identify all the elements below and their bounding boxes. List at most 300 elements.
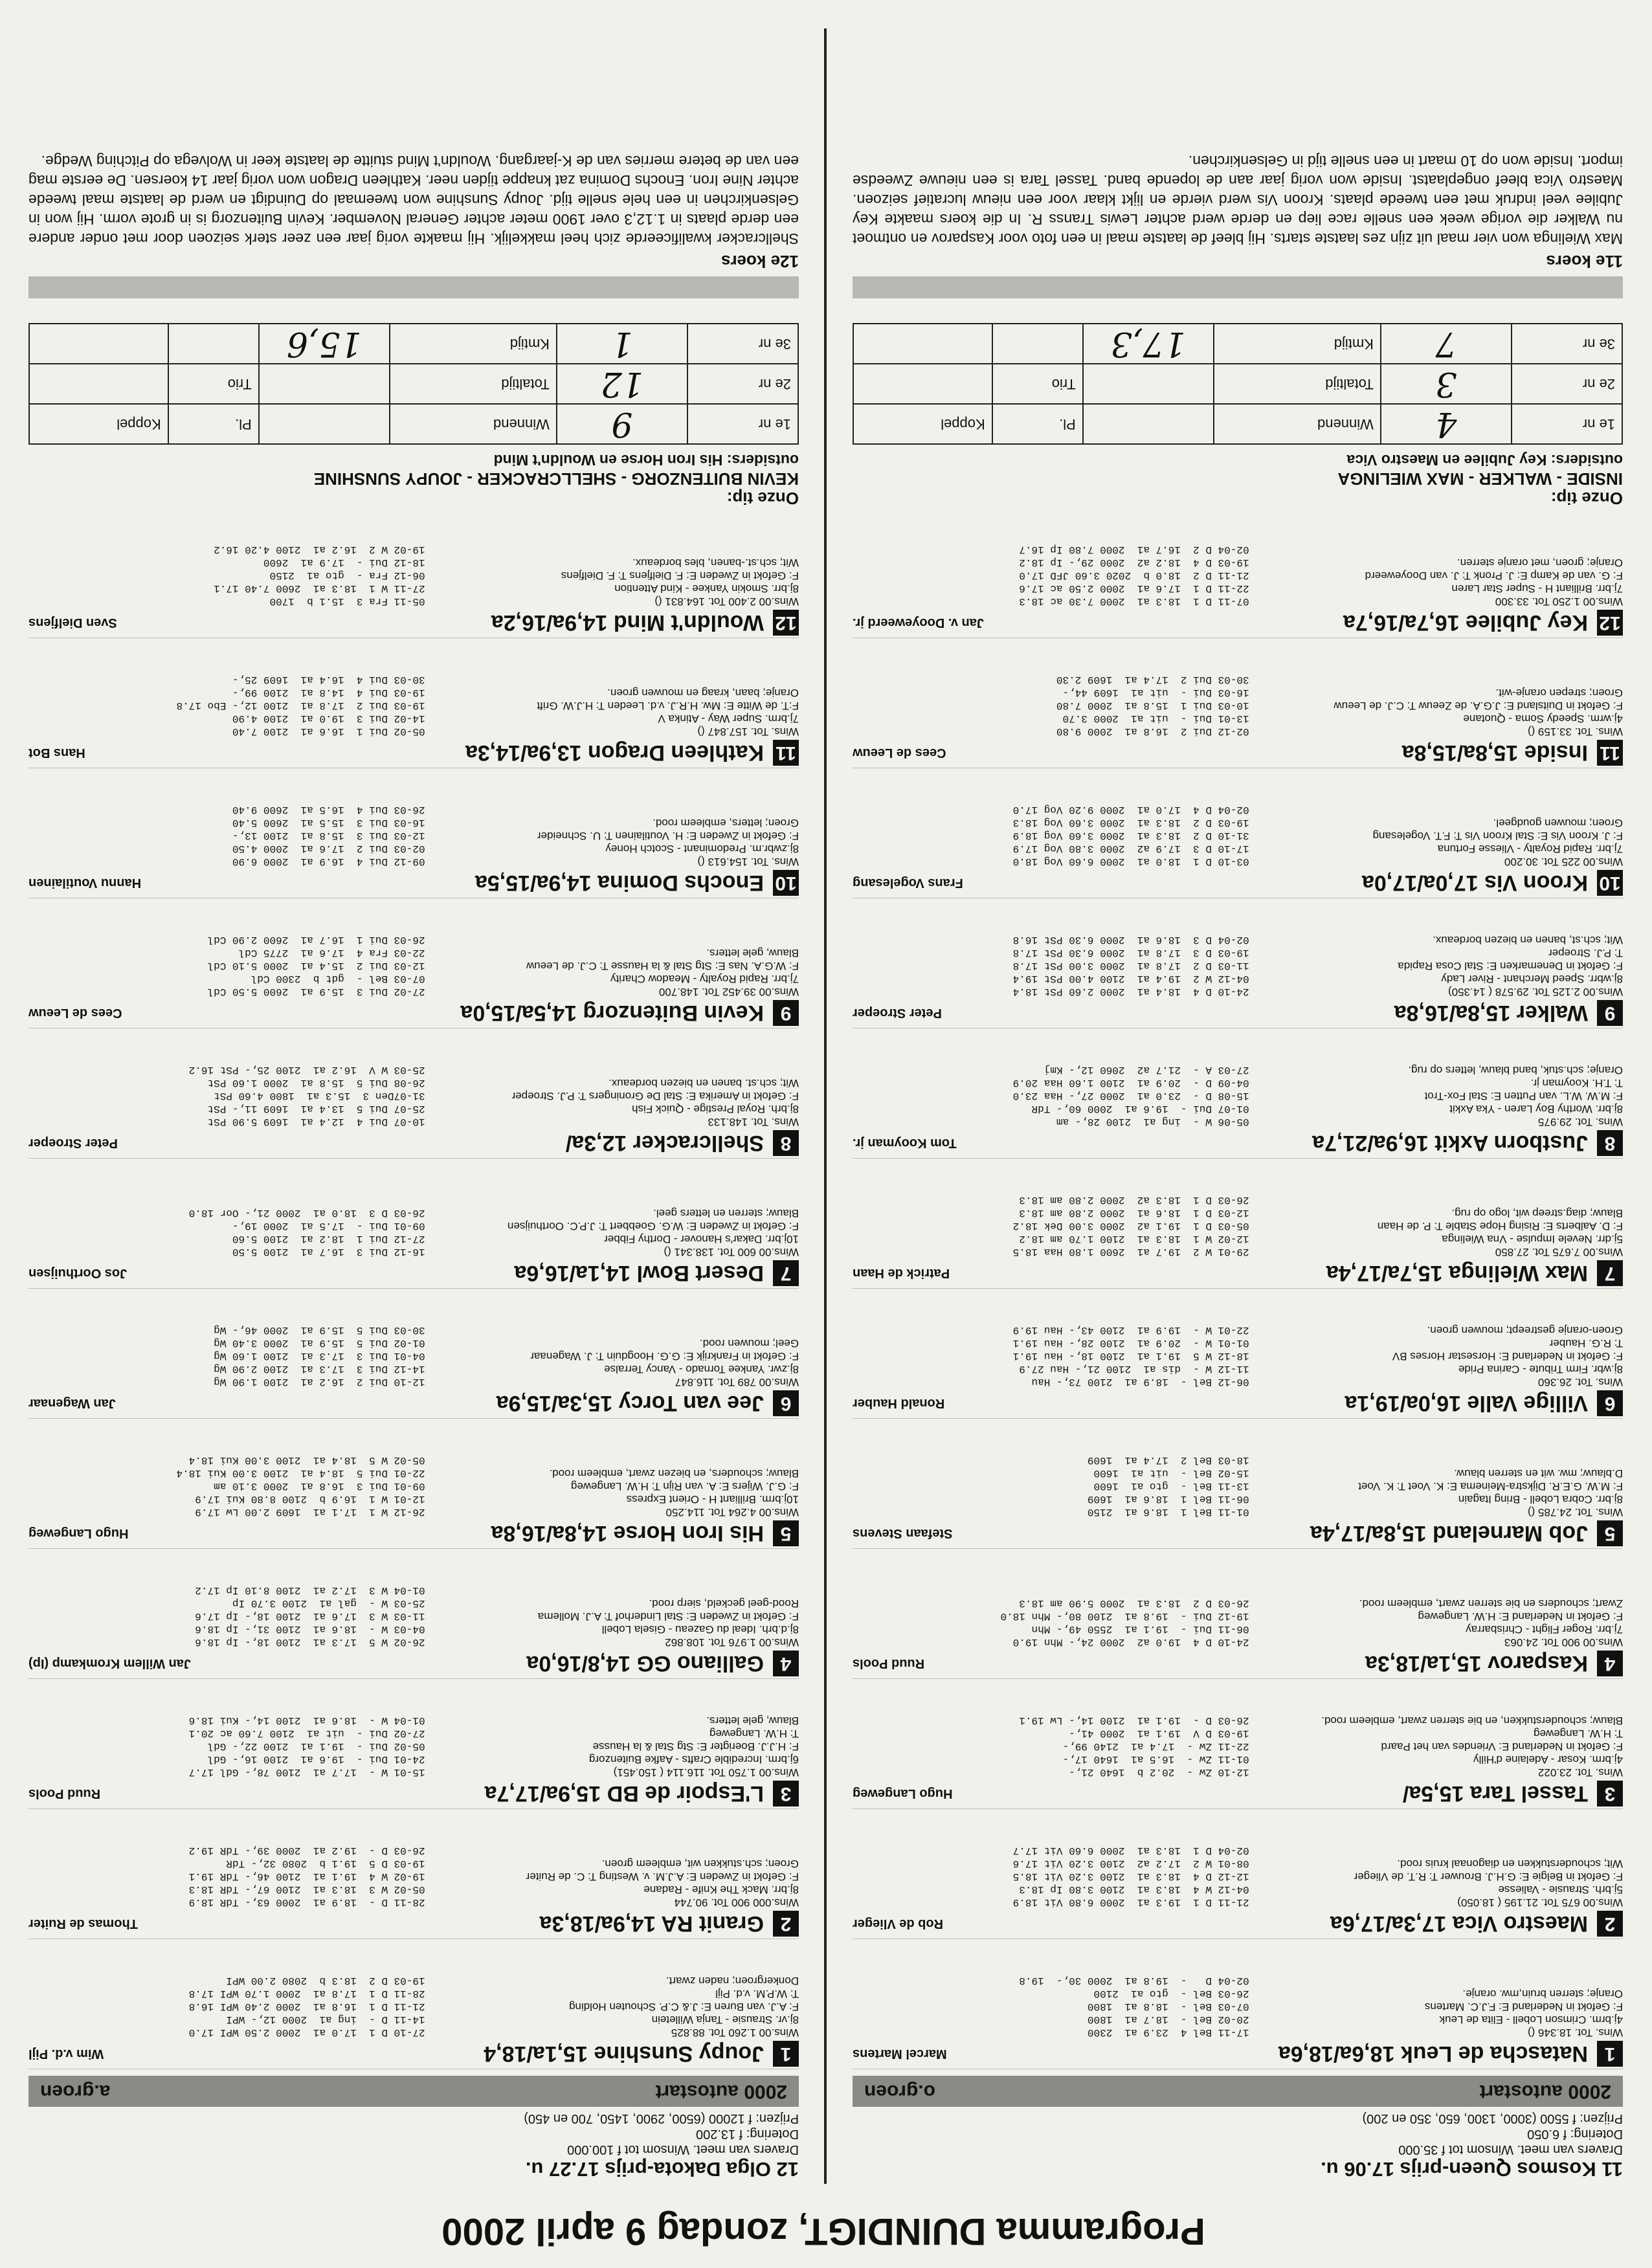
horse-info-line: 7j.brm. Super Way - Atinka V bbox=[658, 713, 799, 725]
horse-name: Maestro Vica 17,3a/17,6a bbox=[1330, 1911, 1588, 1937]
horse-entry bbox=[28, 1555, 799, 1679]
horse-info-line: Wins. Tot. 148.133 bbox=[708, 1116, 799, 1128]
horse-entry bbox=[853, 645, 1623, 768]
horse-trainer: Cees de Leeuw bbox=[28, 1006, 122, 1021]
horse-form-line: 17-10 D 3 17.9 a2 2000 3.80 Vog 17.9 bbox=[1012, 843, 1249, 854]
horse-info-line: Wins.00 1.976 Tot. 108.862 bbox=[665, 1636, 799, 1649]
score-label: Koppel bbox=[29, 404, 168, 444]
horse-number: 6 bbox=[773, 1390, 799, 1416]
race-distance-bar bbox=[853, 2076, 1623, 2107]
horse-body bbox=[853, 1454, 1623, 1518]
tip-horses: INSIDE - WALKER - MAX WIELINGA bbox=[1337, 469, 1623, 489]
horse-form bbox=[28, 803, 425, 868]
horse-form-line: 27-10 D 1 17.0 a1 2000 2.50 WPI 17.0 bbox=[188, 2027, 425, 2038]
horse-header bbox=[853, 1258, 1623, 1288]
horse-info bbox=[1249, 933, 1623, 998]
horse-number: 10 bbox=[773, 870, 799, 896]
horse-trainer: Ruud Pools bbox=[853, 1656, 925, 1671]
horse-info-line: 5j.drr. Nevele Impulse - Vna Wielinga bbox=[1442, 1233, 1623, 1245]
score-label: 2e nr bbox=[1512, 364, 1622, 404]
horse-name: His Iron Horse 14,8a/16,8a bbox=[491, 1521, 764, 1546]
horse-header bbox=[853, 1128, 1623, 1158]
horse-info bbox=[425, 1844, 799, 1909]
score-blank bbox=[29, 364, 168, 404]
horse-info-line: Zwart; schouders en bie sterren zwart, embleem rood. bbox=[1359, 1597, 1623, 1610]
horse-form-line: 04-12 W 4 18.3 a1 2100 3.80 Ip 18.3 bbox=[1019, 1884, 1249, 1895]
horse-trainer: Stefaan Stevens bbox=[853, 1526, 953, 1541]
scoreboard-row bbox=[29, 364, 798, 404]
horse-name: Kevin Buitenzorg 14,5a/15,0a bbox=[460, 1001, 764, 1026]
horse-info-line: Oranje; groen, met oranje sterren. bbox=[1457, 557, 1623, 569]
horse-info-line: 8j.vr. Strausie - Tanja Willetein bbox=[651, 2014, 799, 2026]
horse-info-line: T: R.G. Hauber bbox=[1549, 1337, 1623, 1350]
horse-form-line: 01-04 W 3 17.2 a1 2100 8.10 Ip 17.2 bbox=[195, 1584, 425, 1596]
horse-body bbox=[28, 1584, 799, 1649]
horse-name: Tassel Tara 15,5a/ bbox=[1402, 1781, 1588, 1807]
page-title: Programma DUINDIGT, zondag 9 april 2000 bbox=[441, 2210, 1205, 2252]
race-column-11 bbox=[853, 25, 1623, 2181]
horse-form-line: 26-02 W 5 17.3 a1 2100 18,- Ip 18.6 bbox=[195, 1636, 425, 1648]
horse-form-line: 19-03 Dui 2 17.8 a1 2100 12,- Ebo 17.8 bbox=[176, 700, 425, 711]
horse-form-line: 09-01 Dui 3 16.8 a1 2000 3.10 am bbox=[214, 1480, 425, 1492]
horse-form-line: 06-12 Fra - gto a1 2150 bbox=[269, 570, 425, 581]
horse-info bbox=[1249, 1844, 1623, 1909]
handwritten-second: 3 bbox=[1381, 364, 1512, 404]
horse-body bbox=[853, 803, 1623, 868]
horse-form-line: 26-03 D - 19.1 a1 2100 14,- Lw 19.1 bbox=[1019, 1715, 1249, 1726]
score-blank bbox=[1083, 364, 1214, 404]
score-blank bbox=[259, 404, 390, 444]
horse-name: Shellcracker 12,3a/ bbox=[565, 1131, 764, 1156]
horse-form-line: 21-11 D 1 19.3 a1 2000 6.80 Vit 18.9 bbox=[1012, 1896, 1249, 1908]
horse-info-line: Wins.00 4.264 Tot. 114.250 bbox=[665, 1506, 799, 1518]
horse-info bbox=[425, 1206, 799, 1258]
horse-form-line: 15-08 D - 23.0 a1 2000 27,- Haa 23.0 bbox=[1012, 1090, 1249, 1102]
horse-entry bbox=[28, 1295, 799, 1419]
horse-header bbox=[853, 998, 1623, 1028]
tip-label: Onze tip: bbox=[726, 489, 799, 508]
horse-body bbox=[28, 933, 799, 998]
horse-form bbox=[853, 933, 1249, 998]
horse-info-line: F: Gefokt in Zweden E: Stal Linderhof T: A.J. Mollema bbox=[537, 1610, 799, 1623]
race-condition: Dotering: f 6.050 bbox=[1527, 2127, 1623, 2141]
horse-form-line: 04-09 D - 20.9 a1 2100 1.60 Haa 20.9 bbox=[1012, 1077, 1249, 1089]
horse-info bbox=[425, 1584, 799, 1649]
horse-info-line: Wins. Tot. 154.613 () bbox=[697, 856, 799, 868]
horse-info-line: Wins. Tot. 23.022 bbox=[1537, 1766, 1623, 1779]
horse-form-line: 30-03 Dui 4 16.4 a1 1609 25,- bbox=[232, 674, 425, 685]
horse-form bbox=[28, 1206, 425, 1258]
horse-form-line: 16-12 Dui 3 16.7 a1 2100 5.50 bbox=[232, 1246, 425, 1258]
horse-number: 2 bbox=[1597, 1911, 1623, 1937]
horse-entry bbox=[853, 1165, 1623, 1289]
horse-number: 4 bbox=[773, 1651, 799, 1676]
horse-info-line: Wins.00 1.750 Tot. 116.114 ( 150.451) bbox=[613, 1766, 799, 1779]
score-blank bbox=[168, 324, 259, 364]
horse-trainer: Marcel Martens bbox=[853, 2047, 947, 2062]
score-label: 1e nr bbox=[1512, 404, 1622, 444]
score-blank bbox=[1083, 404, 1214, 444]
horse-info-line: Blauw; schouders, en biezen zwart, embleem rood. bbox=[549, 1467, 799, 1480]
horse-name: Desert Bowl 14,1a/16,6a bbox=[514, 1261, 764, 1286]
horse-info-line: 7j.brr. Roger Flight - Chrisbarray bbox=[1466, 1623, 1623, 1636]
horse-info-line: Wit; sch.st.-banen, bles bordeaux. bbox=[632, 557, 799, 569]
horse-body bbox=[28, 803, 799, 868]
horse-form-line: 24-10 D 4 19.0 a2 2000 24,- Mhn 19.0 bbox=[1012, 1636, 1249, 1648]
horse-body bbox=[853, 1597, 1623, 1649]
horse-info-line: Wins.00 1.260 Tot. 88.825 bbox=[671, 2027, 799, 2039]
horse-header bbox=[853, 608, 1623, 638]
horse-form-line: 16-03 Dui 3 15.5 a1 2600 5.40 bbox=[232, 817, 425, 828]
horse-number: 5 bbox=[773, 1520, 799, 1546]
horse-form-line: 26-03 D - 19.2 a1 2000 39,- TdR 19.2 bbox=[188, 1845, 425, 1856]
horse-body bbox=[28, 1324, 799, 1388]
horse-entry bbox=[853, 1946, 1623, 2069]
horse-info-line: Wins.00 2.125 Tot. 29.578 ( 14.350) bbox=[1448, 986, 1623, 998]
score-blank bbox=[853, 364, 992, 404]
horse-info bbox=[425, 1454, 799, 1518]
horse-form bbox=[28, 1584, 425, 1649]
horse-form-line: 22-11 D 1 17.6 a1 2000 2.50 ac 17.6 bbox=[1019, 583, 1249, 594]
handwritten-first: 9 bbox=[557, 404, 687, 444]
horse-name: Granit RA 14,9a/18,3a bbox=[539, 1911, 764, 1937]
horse-form bbox=[28, 1714, 425, 1779]
horse-trainer: Rob de Vlieger bbox=[853, 1917, 944, 1931]
horse-form-line: 26-03 Dui 1 16.7 a1 2600 2.90 Cdl bbox=[207, 934, 425, 946]
horse-form bbox=[28, 1454, 425, 1518]
score-label: Pl. bbox=[992, 404, 1083, 444]
horse-info-line: F: M.W. G.E.R. Dijkstra-Meinema E: K. Voet T: K. Voet bbox=[1358, 1480, 1623, 1493]
horse-info-line: 6j.brm. Incredible Crafts - Aafke Buitenzorg bbox=[588, 1753, 799, 1766]
horse-info-line: Oranje; sterren bruin,mw. oranje. bbox=[1462, 1988, 1623, 2000]
horse-body bbox=[28, 1714, 799, 1779]
horse-form bbox=[853, 1844, 1249, 1909]
horse-form-line: 05-03 D 1 19.1 a2 2000 3.00 Dek 18.2 bbox=[1012, 1220, 1249, 1232]
horse-number: 9 bbox=[773, 1000, 799, 1026]
horse-number: 1 bbox=[1597, 2041, 1623, 2067]
horse-body bbox=[28, 1454, 799, 1518]
horse-info-line: D.blauw; mw. wit en sterren blauw. bbox=[1454, 1467, 1623, 1480]
horse-form-line: 22-11 Zw - 17.4 a1 2140 99,- bbox=[1062, 1740, 1249, 1752]
horse-header bbox=[853, 868, 1623, 898]
horse-info-line: Blauw, gele letters. bbox=[706, 1715, 799, 1727]
horse-info bbox=[425, 1714, 799, 1779]
horse-form bbox=[28, 673, 425, 738]
horse-body bbox=[28, 1974, 799, 2039]
horse-entry bbox=[853, 515, 1623, 638]
horse-info-line: Wit; schouderstukken en diagonaal kruis rood. bbox=[1397, 1858, 1623, 1870]
horse-entry bbox=[28, 1035, 799, 1159]
horse-info-line: Geel; mouwen rood. bbox=[699, 1337, 799, 1350]
horse-info-line: 5j.brh. Strausie - Valiesse bbox=[1498, 1884, 1623, 1896]
horse-entry bbox=[853, 905, 1623, 1028]
race-condition: Prijzen: f 12000 (6500, 2900, 1450, 700 en 450) bbox=[524, 2111, 799, 2126]
horse-form-line: 12-03 Dui 3 15.8 a1 2100 13,- bbox=[232, 830, 425, 841]
horse-form bbox=[853, 803, 1249, 868]
score-blank bbox=[29, 324, 168, 364]
horse-entry bbox=[28, 1165, 799, 1289]
horse-trainer: Sven Dielfjens bbox=[28, 616, 117, 630]
horse-info-line: 8j.d.brh. Ideal du Gazeau - Gisela Lobell bbox=[601, 1623, 799, 1636]
horse-form-line: 07-03 Bel - 18.8 a1 1800 bbox=[1087, 2001, 1249, 2012]
horse-name: Inside 15,8a/15,8a bbox=[1401, 740, 1588, 766]
horse-entry bbox=[28, 645, 799, 768]
horse-form-line: 01-11 Zw - 16.5 a1 1640 17,- bbox=[1062, 1753, 1249, 1765]
horse-form-line: 19-03 D 4 18.2 a2 2000 29,- Ip 18.2 bbox=[1019, 557, 1249, 568]
horse-info bbox=[1249, 673, 1623, 738]
horse-form bbox=[28, 1844, 425, 1909]
horse-form-line: 29-01 W 2 19.7 a1 2600 1.80 Haa 18.5 bbox=[1012, 1246, 1249, 1258]
horse-form-line: 31-07Den 3 15.3 a1 1800 4.60 PSt bbox=[214, 1090, 425, 1102]
horse-form-line: 31-10 D 2 18.3 a1 2000 3.60 Vog 18.9 bbox=[1012, 830, 1249, 841]
score-label: Totaltijd bbox=[1214, 364, 1381, 404]
horse-info-line: F: Gefokt in Nederland E: F.J.C. Martens bbox=[1424, 2001, 1623, 2013]
horse-form-line: 02-03 Dui 2 17.6 a1 2000 4.50 bbox=[232, 843, 425, 854]
horse-form-line: 07-11 D 1 18.3 a1 2000 7.30 ac 18.3 bbox=[1019, 595, 1249, 607]
horse-info bbox=[1249, 1714, 1623, 1779]
horse-info-line: Wins.00 900 Tot. 24.063 bbox=[1504, 1636, 1623, 1649]
horse-header bbox=[28, 608, 799, 638]
horse-form-line: 30-03 Dui 2 17.4 a1 1609 2.30 bbox=[1056, 674, 1249, 685]
tip-label: Onze tip: bbox=[1550, 489, 1623, 508]
horse-header bbox=[853, 738, 1623, 768]
horse-form bbox=[28, 1063, 425, 1128]
horse-header bbox=[853, 1518, 1623, 1548]
horse-info-line: 8j.zwbr.m. Predominant - Scotch Honey bbox=[605, 843, 799, 855]
horse-name: L'Espoir de BD 15,9a/17,7a bbox=[484, 1781, 764, 1807]
horse-info-line: 8j.brh. Royal Prestige - Quick Fish bbox=[632, 1103, 799, 1115]
horse-form bbox=[853, 1063, 1249, 1128]
horse-entry bbox=[853, 1425, 1623, 1549]
horse-form-line: 24-01 Dui - 19.6 a1 2100 16,- Gdl bbox=[207, 1753, 425, 1765]
horse-header bbox=[853, 2039, 1623, 2069]
horse-info-line: Blauw; schouderstukken, en bie sterren zwart, embleem rood. bbox=[1321, 1715, 1623, 1727]
horse-form-line: 19-03 D 2 18.3 b 2080 2.00 WPI bbox=[226, 1975, 425, 1986]
horse-info-line: Wins.00 675 Tot. 21.195 ( 18.050) bbox=[1457, 1896, 1623, 1909]
horse-form-line: 14-02 Dui 3 19.0 a1 2100 4.90 bbox=[232, 713, 425, 724]
horse-form-line: 27-03 A - 21.7 a2 2060 12,- Kmj bbox=[1044, 1064, 1249, 1076]
score-label: 2e nr bbox=[687, 364, 798, 404]
horse-form-line: 05-02 W 5 18.4 a1 2100 3.00 Kui 18.4 bbox=[188, 1454, 425, 1466]
race-column-12 bbox=[28, 25, 799, 2181]
horse-form-line: 19-03 D 3 17.8 a1 2000 6.30 PSt 17.8 bbox=[1012, 947, 1249, 959]
horse-form-line: 16-03 Dui - uit a1 1609 44,- bbox=[1062, 687, 1249, 698]
horse-form bbox=[853, 1454, 1249, 1518]
handwritten-kmtijd: 15,6 bbox=[259, 324, 390, 364]
horse-body bbox=[853, 1194, 1623, 1258]
horse-form-line: 17-11 Bel 4 23.9 a1 2300 bbox=[1087, 2027, 1249, 2038]
horse-info-line: Groen-oranje gestreept; mouwen groen. bbox=[1427, 1324, 1623, 1337]
horse-info-line: T: H.W. Langeweg bbox=[709, 1728, 799, 1740]
scoreboard-row bbox=[853, 404, 1622, 444]
horse-number: 10 bbox=[1597, 870, 1623, 896]
race-condition: Dravers van meet. Winsom tot f 35.000 bbox=[1398, 2142, 1623, 2157]
horse-form-line: 02-04 D 3 18.6 a1 2000 6.30 PSt 16.8 bbox=[1012, 934, 1249, 946]
horse-info-line: Groen; mouwen goudgeel. bbox=[1493, 817, 1623, 829]
horse-form-line: 06-12 Bel - 18.9 a1 2100 73,- Hau bbox=[1031, 1376, 1249, 1388]
horse-info-line: T: W.P.M. v.d. Pijl bbox=[715, 1988, 799, 2000]
horse-form-line: 12-03 D 1 18.6 a1 2000 2.80 am 18.3 bbox=[1019, 1207, 1249, 1219]
horse-info bbox=[1249, 1597, 1623, 1649]
horse-info-line: F: G.J. Wijers E: A. van Rijn T: H.W. Langeweg bbox=[570, 1480, 799, 1493]
horse-form-line: 02-04 D 2 16.7 a1 2000 7.80 Ip 16.7 bbox=[1019, 544, 1249, 555]
horse-form-line: 01-11 Bel 1 18.6 a1 2150 bbox=[1087, 1506, 1249, 1518]
horse-form-line: 09-12 Dui 4 16.9 a1 2000 6.90 bbox=[232, 856, 425, 867]
horse-form-line: 15-02 Bel - uit a1 1600 bbox=[1093, 1467, 1249, 1479]
horse-info-line: Wit; sch.st, banen en biezen bordeaux. bbox=[1433, 934, 1623, 946]
score-label: Totaltijd bbox=[390, 364, 557, 404]
horse-form-line: 22-01 W - 19.9 a1 2100 43,- Hau 19.9 bbox=[1012, 1324, 1249, 1336]
horse-info-line: Wins. Tot. 26.360 bbox=[1537, 1376, 1623, 1388]
horse-trainer: Jan Willem Kromkamp (Ip) bbox=[28, 1656, 191, 1671]
race-track: o.groen bbox=[864, 2081, 935, 2102]
horse-form-line: 09-01 Dui - 17.5 a1 2000 19,- bbox=[232, 1220, 425, 1232]
horse-info-line: 4j.brm. Crimson Lobell - Elita de Leuk bbox=[1439, 2014, 1623, 2026]
race-track: a.groen bbox=[40, 2081, 111, 2102]
horse-info-line: F: M.W. W.L. van Putten E: Stal Fox-Trot bbox=[1424, 1090, 1623, 1102]
horse-form-line: 05-06 W - ing a1 2100 28,- am bbox=[1056, 1116, 1249, 1128]
horse-trainer: Patrick de Haan bbox=[853, 1266, 950, 1281]
horse-info-line: F: Gefokt in Duitsland E: J.G.A. de Zeeuw T: C.J. de Leeuw bbox=[1334, 700, 1623, 712]
horse-number: 1 bbox=[773, 2041, 799, 2067]
horse-info-line: Wins.000 900 Tot. 90.744 bbox=[674, 1896, 799, 1909]
column-divider bbox=[824, 28, 827, 2184]
horse-entry bbox=[28, 515, 799, 638]
horse-form-line: 27-11 W 1 18.3 a1 2600 7.40 17.1 bbox=[214, 583, 425, 594]
horse-info-line: Wins.00 7.675 Tot. 27.850 bbox=[1495, 1246, 1623, 1258]
horse-form-line: 19-03 D 5 19.1 b 2080 32,- TdR bbox=[226, 1858, 425, 1869]
horse-trainer: Cees de Leeuw bbox=[853, 746, 946, 761]
score-label: 3e nr bbox=[1512, 324, 1622, 364]
horse-header bbox=[28, 868, 799, 898]
horse-number: 11 bbox=[773, 740, 799, 766]
horse-body bbox=[853, 1324, 1623, 1388]
horse-form-line: 26-12 W 1 17.1 a1 1609 2.00 Lw 17.9 bbox=[195, 1506, 425, 1518]
horse-info bbox=[425, 543, 799, 608]
horse-form-line: 12-02 W 1 18.3 a1 2100 1.70 am 18.2 bbox=[1019, 1233, 1249, 1245]
horse-info-line: 7j.brr. Brilliant H - Super Star Laren bbox=[1451, 583, 1623, 595]
horse-body bbox=[28, 1844, 799, 1909]
horse-name: Joupy Sunshine 15,1a/18,4 bbox=[484, 2041, 764, 2067]
horse-info-line: Rood-geel geckeld, sierp rood. bbox=[649, 1597, 799, 1610]
handwritten-kmtijd: 17,3 bbox=[1083, 324, 1214, 364]
score-label: 3e nr bbox=[687, 324, 798, 364]
horse-form-line: 25-03 W - gal a1 2100 3.70 Ip bbox=[232, 1597, 425, 1609]
horse-info-line: 4j.wrm. Speedy Soma - Quotane bbox=[1463, 713, 1623, 725]
horse-header bbox=[28, 1128, 799, 1158]
horse-form-line: 12-03 Dui 2 15.4 a1 2000 5.10 Cdl bbox=[207, 960, 425, 972]
horse-name: Kathleen Dragon 13,9a/14,3a bbox=[465, 740, 764, 766]
horse-form-line: 21-11 D 1 16.8 a1 2000 2.40 WPI 16.8 bbox=[188, 2001, 425, 2012]
horse-form-line: 30-03 Dui 5 15.9 a1 2000 46,- Wg bbox=[214, 1324, 425, 1336]
horse-form bbox=[853, 1974, 1249, 2039]
horse-form-line: 26-03 Dui 4 16.5 a1 2600 9.40 bbox=[232, 804, 425, 816]
horse-info-line: Oranje; sch.stuk, band blauw, letters op rug. bbox=[1408, 1064, 1623, 1076]
horse-info bbox=[1249, 1974, 1623, 2039]
horse-info-line: Wins. Tot. 29.975 bbox=[1537, 1116, 1623, 1128]
horse-form-line: 27-12 Dui 1 18.2 a1 2100 5.60 bbox=[232, 1233, 425, 1245]
horse-form-line: 19-03 Dui 4 14.8 a1 2100 99,- bbox=[232, 687, 425, 698]
horse-info bbox=[425, 1324, 799, 1388]
horse-form-line: 02-04 D - 19.8 a1 2000 30,- 19.8 bbox=[1019, 1975, 1249, 1986]
preview-bar bbox=[853, 276, 1623, 298]
horse-info-line: Wins.00 39.452 Tot. 148.700 bbox=[658, 986, 799, 998]
horse-entry bbox=[28, 1816, 799, 1939]
horse-name: Jee van Torcy 15,3a/15,9a bbox=[496, 1391, 764, 1416]
horse-trainer: Hugo Langeweg bbox=[28, 1526, 129, 1541]
horse-info-line: 8j.brr. Smokin Yankee - Kind Attention bbox=[614, 583, 799, 595]
score-blank bbox=[853, 324, 992, 364]
horse-info-line: 10j.brr. Dakar's Hanover - Dorthy Fibber bbox=[604, 1233, 799, 1245]
horse-header bbox=[28, 1258, 799, 1288]
horse-form-line: 27-02 Dui - uit a1 2100 7.60 ac 20.1 bbox=[188, 1728, 425, 1739]
horse-body bbox=[28, 1063, 799, 1128]
horse-info bbox=[1249, 1324, 1623, 1388]
horse-form-line: 14-11 D - ing a1 2000 12,- WPI bbox=[226, 2014, 425, 2025]
horse-form-line: 26-03 Bel - gto a1 2100 bbox=[1093, 1988, 1249, 1999]
scoreboard-row bbox=[853, 324, 1622, 364]
horse-trainer: Tom Kooyman jr. bbox=[853, 1136, 957, 1151]
horse-header bbox=[28, 998, 799, 1028]
horse-info-line: 8j.wbr. Firm Tribute - Carina Pride bbox=[1458, 1363, 1623, 1375]
race-condition: Prijzen: f 5500 (3000, 1300, 650, 350 en 200) bbox=[1362, 2111, 1623, 2126]
horse-info-line: F: A.J. van Buren E: J.& C.P. Schouten Holding bbox=[569, 2001, 799, 2013]
horse-entry bbox=[28, 1425, 799, 1549]
horse-info-line: F: Gefokt in Zweden E: W.G. Goebbert T: J.P.C. Oorthuijsen bbox=[507, 1220, 799, 1232]
horse-info bbox=[1249, 1063, 1623, 1128]
horse-info-line: Groen; letters, embleem rood. bbox=[653, 817, 799, 829]
horse-info-line: 8j.brr. Cobra Lobell - Bring Itagain bbox=[1458, 1493, 1623, 1506]
tip-outsiders: outsiders: His Iron Horse en Wouldn't Mind bbox=[493, 452, 799, 469]
horse-body bbox=[853, 1844, 1623, 1909]
horse-info-line: F: D. Aalberts E: Rising Hope Stable T: P. de Haan bbox=[1377, 1220, 1623, 1232]
horse-info-line: 8j.brr. Worthy Boy Laren - Yka Axkit bbox=[1449, 1103, 1623, 1115]
horse-header bbox=[28, 1518, 799, 1548]
horse-name: Villige Valle 16,0a/19,1a bbox=[1345, 1391, 1588, 1416]
horse-entry bbox=[28, 1946, 799, 2069]
horse-form bbox=[853, 1597, 1249, 1649]
horse-trainer: Peter Stroeper bbox=[853, 1006, 942, 1021]
horse-number: 7 bbox=[773, 1260, 799, 1286]
score-label: Pl. bbox=[168, 404, 259, 444]
scoreboard-row bbox=[29, 404, 798, 444]
horse-entry bbox=[853, 1685, 1623, 1809]
horse-form bbox=[28, 543, 425, 608]
horse-info bbox=[425, 1974, 799, 2039]
horse-header bbox=[853, 1649, 1623, 1678]
horse-form-line: 26-03 D 1 18.3 a2 2000 2.80 am 18.3 bbox=[1019, 1194, 1249, 1206]
score-label: Winnend bbox=[390, 404, 557, 444]
score-label: 1e nr bbox=[687, 404, 798, 444]
score-label: Koppel bbox=[853, 404, 992, 444]
horse-header bbox=[853, 1779, 1623, 1808]
horse-trainer: Wim v.d. Pijl bbox=[28, 2047, 104, 2062]
horse-form-line: 14-12 Dui 3 17.3 a1 2100 2.90 Wg bbox=[214, 1363, 425, 1375]
horse-body bbox=[853, 1974, 1623, 2039]
horse-info-line: Wins. Tot. 18.346 () bbox=[1527, 2027, 1623, 2039]
horse-body bbox=[853, 1714, 1623, 1779]
horse-form-line: 28-11 D - 18.9 a1 2000 63,- TdR 18.9 bbox=[188, 1896, 425, 1908]
horse-body bbox=[853, 1063, 1623, 1128]
horse-info bbox=[425, 803, 799, 868]
horse-body bbox=[853, 933, 1623, 998]
horse-number: 6 bbox=[1597, 1390, 1623, 1416]
horse-form-line: 12-12 D 4 18.3 a1 2100 3.20 Vit 18.5 bbox=[1012, 1871, 1249, 1882]
horse-form-line: 08-01 W 2 17.2 a2 2100 3.20 Vit 17.6 bbox=[1012, 1858, 1249, 1869]
horse-number: 4 bbox=[1597, 1651, 1623, 1676]
handwritten-first: 4 bbox=[1381, 404, 1512, 444]
horse-form bbox=[853, 1324, 1249, 1388]
